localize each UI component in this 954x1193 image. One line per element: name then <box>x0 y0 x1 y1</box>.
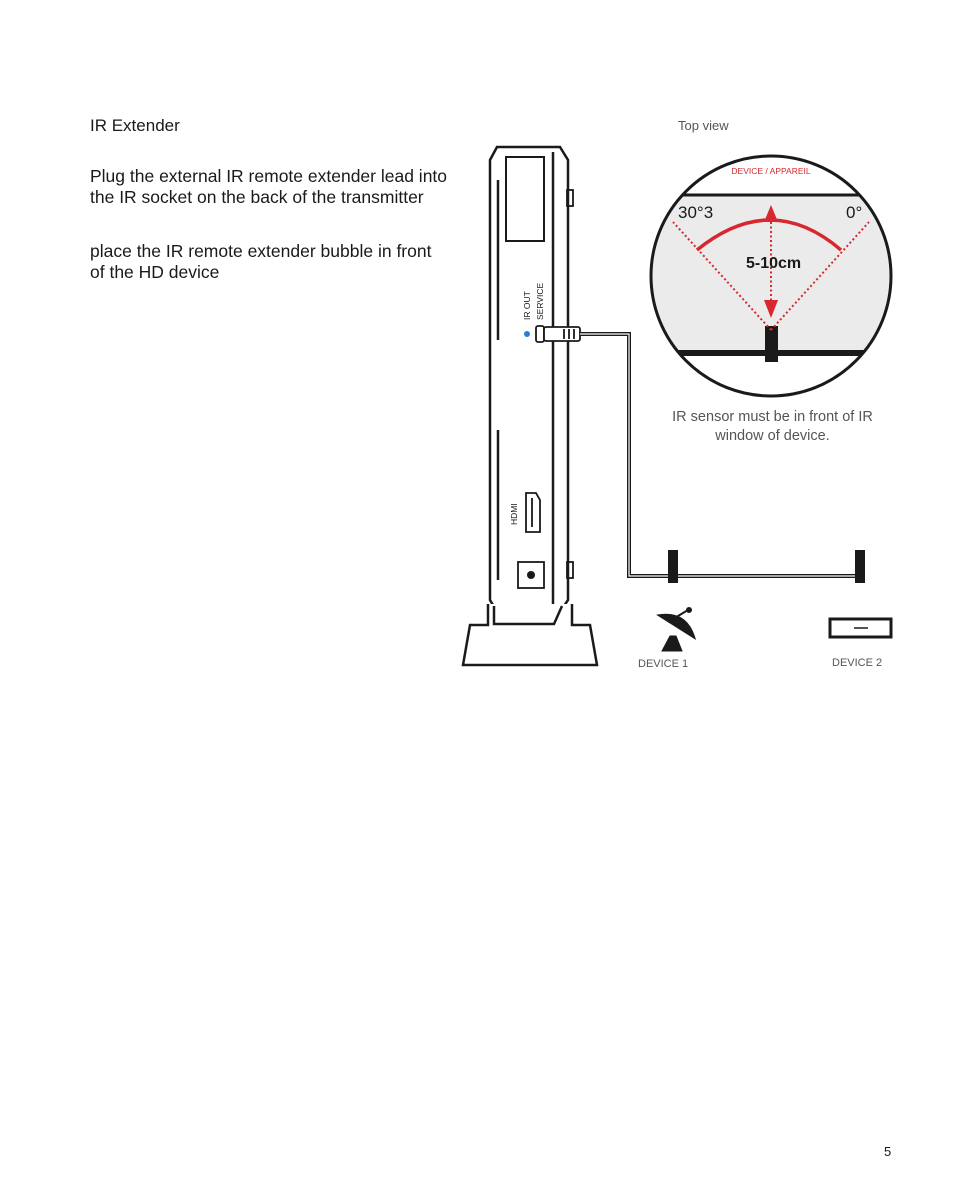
page-number: 5 <box>884 1144 892 1159</box>
sensor-note: IR sensor must be in front of IR window of device. <box>672 409 873 444</box>
top-view-magnifier <box>640 140 910 416</box>
service-label: SERVICE <box>535 282 545 320</box>
device-2-label: DEVICE 2 <box>832 657 883 669</box>
top-view-label: Top view <box>678 118 729 133</box>
ir-out-label: IR OUT <box>522 291 532 320</box>
angle-right-label: 0° <box>846 203 863 222</box>
section-title: IR Extender <box>90 116 180 135</box>
ir-emitter-1 <box>668 550 678 583</box>
device-appareil-label: DEVICE / APPAREIL <box>731 166 811 176</box>
set-top-box-icon <box>830 619 891 637</box>
satellite-dish-icon <box>657 608 695 652</box>
hdmi-label: HDMI <box>509 503 519 525</box>
ir-out-jack[interactable] <box>536 326 580 342</box>
distance-label: 5-10cm <box>746 255 802 272</box>
power-port[interactable] <box>518 562 544 588</box>
instruction-paragraph-2: place the IR remote extender bubble in front of the HD device <box>90 241 432 282</box>
ir-led-indicator <box>524 331 530 337</box>
instruction-paragraph-1: Plug the external IR remote extender lead into the IR socket on the back of the transmitter <box>90 166 448 207</box>
device-1-label: DEVICE 1 <box>638 658 689 670</box>
angle-left-label: 30°3 <box>678 203 714 222</box>
ir-emitter-2 <box>855 550 865 583</box>
